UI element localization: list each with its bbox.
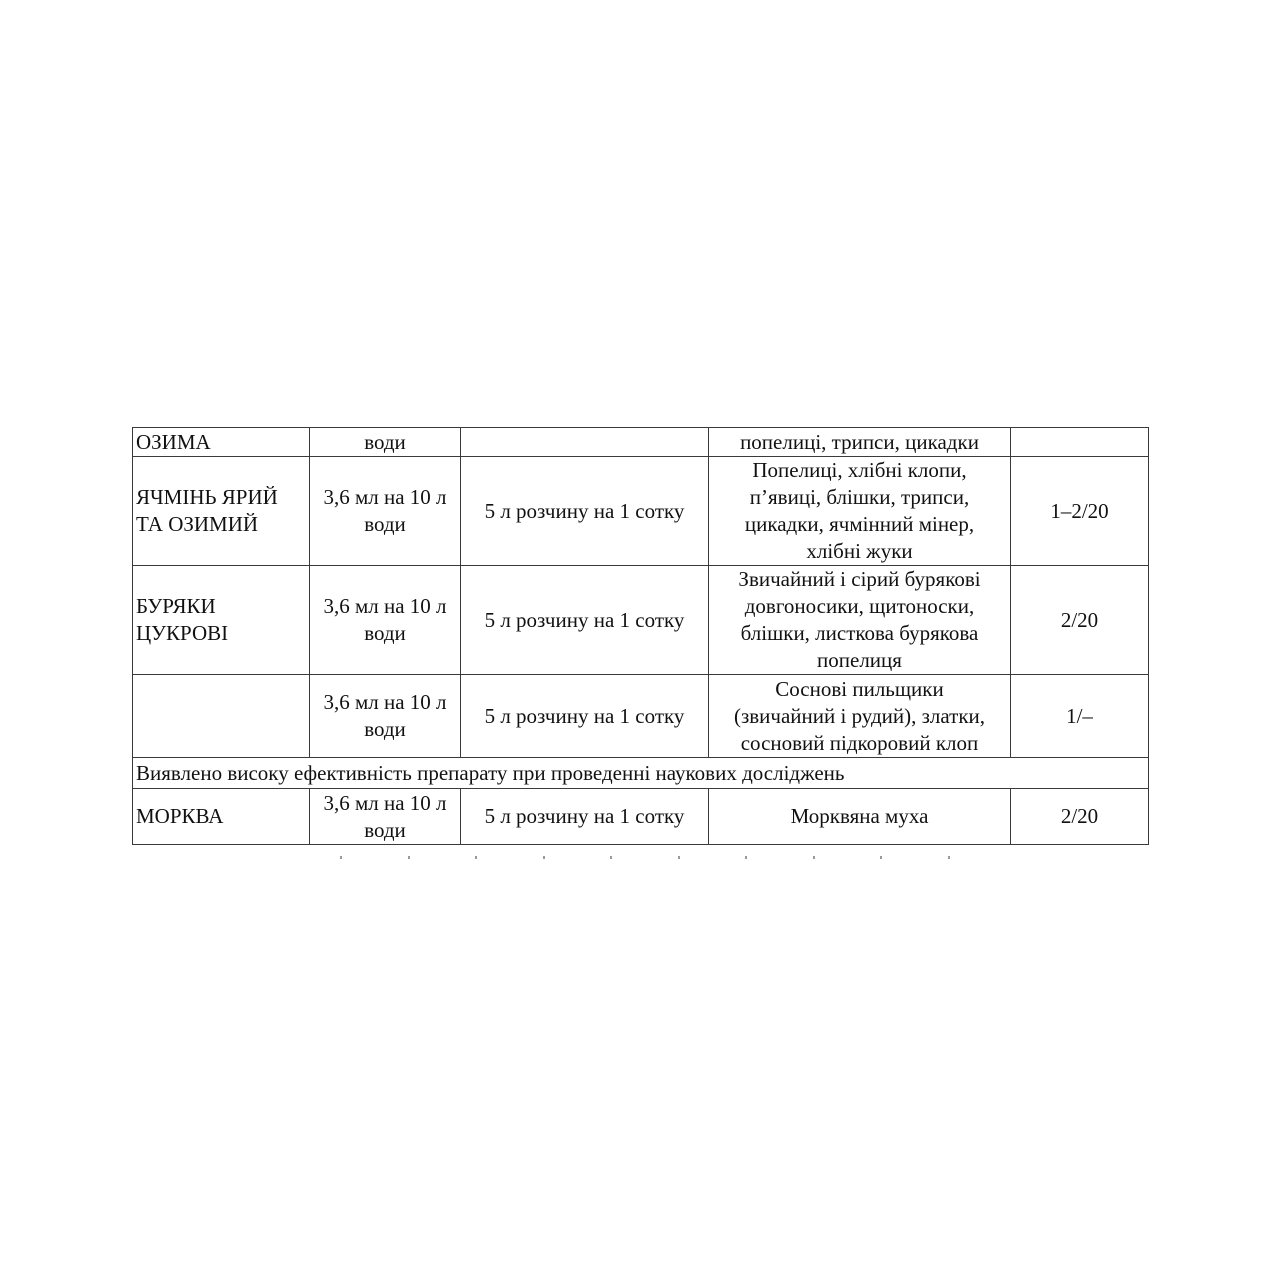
dose-cell [310,566,461,675]
scan-dot [475,856,477,859]
pest-line: (звичайний і рудий), златки, [733,703,986,728]
crop-cell [133,457,310,566]
research-note: Виявлено високу ефективність препарату при проведенні наукових досліджень [133,758,1149,789]
scan-dot [543,856,545,859]
dose-line: 3,6 мл на 10 л [323,690,447,714]
crop-cell [133,789,310,845]
table-row [133,566,1149,675]
crop-line: ЦУКРОВІ [136,621,229,645]
dose-line: води [364,621,406,645]
rate-cell [461,428,709,457]
scan-artifact-dots [340,856,950,860]
crop-line: ЯЧМІНЬ ЯРИЙ [136,485,278,509]
term-cell: 2/20 [1011,789,1149,845]
pest-line: попелиця [817,648,902,672]
crop-line: МОРКВА [136,804,224,828]
dose-line: води [364,717,406,741]
pest-cell [709,675,1011,758]
crop-line: ОЗИМА [136,429,211,454]
pest-cell [709,428,1011,457]
scan-dot [948,856,950,859]
pest-line: попелиці, трипси, цикадки [740,429,979,454]
pest-line: сосновий підкоровий клоп [740,730,979,755]
dose-line: води [364,817,406,842]
scan-dot [745,856,747,859]
dose-line: 3,6 мл на 10 л [323,790,447,815]
crop-cell [133,566,310,675]
dose-line: води [364,429,406,454]
crop-treatment-table [132,427,1149,845]
term-cell: 1/– [1011,675,1149,758]
crop-cell [133,428,310,457]
pest-cell [709,789,1011,845]
scan-dot [340,856,342,859]
pest-line: Соснові пильщики [775,676,944,701]
rate-cell: 5 л розчину на 1 сотку [461,789,709,845]
dose-line: води [364,512,406,536]
term-cell: 1–2/20 [1011,457,1149,566]
scan-dot [678,856,680,859]
crop-line: БУРЯКИ [136,594,216,618]
dose-cell [310,457,461,566]
pest-line: блішки, листкова бурякова [740,621,979,645]
pest-line: Звичайний і сірий бурякові [738,567,981,591]
scan-dot [813,856,815,859]
crop-line: ТА ОЗИМИЙ [136,512,259,536]
dose-cell [310,428,461,457]
table-row [133,675,1149,758]
pest-line: Морквяна муха [790,804,929,828]
rate-cell: 5 л розчину на 1 сотку [461,566,709,675]
term-cell: 2/20 [1011,566,1149,675]
scan-dot [408,856,410,859]
pest-line: цикадки, ячмінний мінер, [744,512,975,536]
dose-line: 3,6 мл на 10 л [323,594,447,618]
pest-cell [709,566,1011,675]
table-row [133,789,1149,845]
pest-line: Попелиці, хлібні клопи, [752,458,967,482]
crop-cell [133,675,310,758]
table-row [133,457,1149,566]
pest-cell [709,457,1011,566]
pest-line: довгоносики, щитоноски, [744,594,975,618]
scan-dot [610,856,612,859]
pest-line: хлібні жуки [806,539,913,563]
table-row [133,428,1149,457]
dose-line: 3,6 мл на 10 л [323,485,447,509]
note-row [133,758,1149,789]
dose-cell [310,789,461,845]
rate-cell: 5 л розчину на 1 сотку [461,675,709,758]
scan-dot [880,856,882,859]
pest-line: п’явиці, блішки, трипси, [749,485,970,509]
rate-cell: 5 л розчину на 1 сотку [461,457,709,566]
dose-cell [310,675,461,758]
term-cell [1011,428,1149,457]
